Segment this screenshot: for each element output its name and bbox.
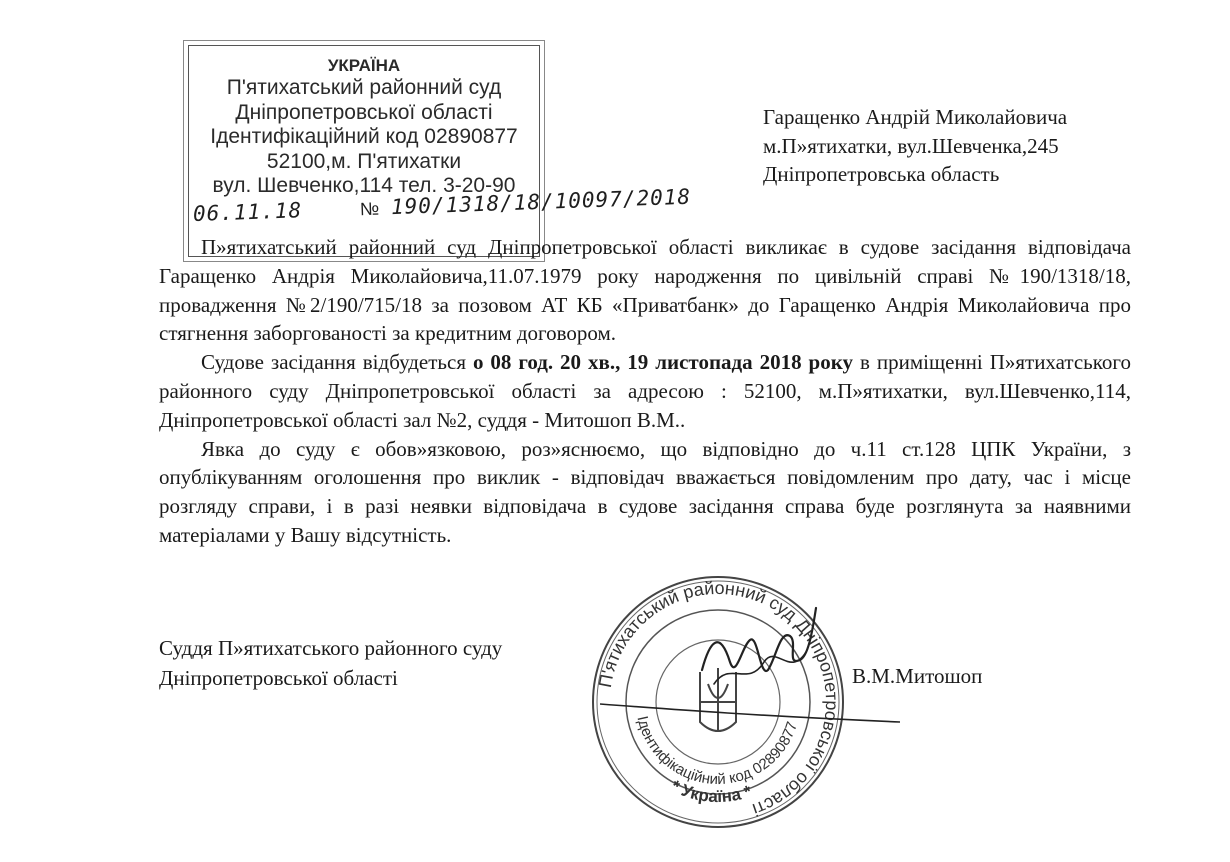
- signature-stroke-line: [600, 700, 900, 730]
- judge-title-line-2: Дніпропетровської області: [159, 666, 398, 690]
- judge-title-line-1: Суддя П»ятихатського районного суду: [159, 636, 503, 660]
- summons-paragraph-3: Явка до суду є обов»язковою, роз»яснюємо, що відповідно до ч.11 ст.128 ЦПК України, з опублікуванням оголошення про виклик - відповідач вважається повідомленим про дату, час і місце розгляду справи, і в разі неявки відповідача в судове засідання справа буде розглянута за наявними матеріалами у Вашу відсутність.: [159, 436, 1131, 547]
- seal-outer-text: П'ятихатський районний суд Дніпропетровської області: [594, 577, 843, 820]
- summons-body: [159, 233, 1131, 550]
- seal-bottom-text: * Україна *: [668, 776, 754, 807]
- stamp-handwritten-date: 06.11.18: [192, 198, 303, 227]
- judge-signature: [690, 600, 820, 710]
- stamp-line-postal: 52100,м. П'ятихатки: [266, 149, 462, 173]
- judge-name: В.М.Митошоп: [852, 664, 983, 688]
- addressee-block: [763, 103, 1223, 189]
- stamp-line-country: УКРАЇНА: [327, 56, 401, 75]
- hearing-text-before: Судове засідання відбудеться: [201, 350, 473, 375]
- hearing-datetime: о 08 год. 20 хв., 19 листопада 2018 року: [472, 350, 854, 375]
- addressee-address: м.П»ятихатки, вул.Шевченка,245: [763, 133, 1059, 158]
- judge-title: [159, 633, 502, 693]
- stamp-line-street: вул. Шевченко,114 тел. 3-20-90: [212, 174, 516, 197]
- stamp-number-label: №: [359, 198, 380, 220]
- court-stamp: [188, 45, 692, 257]
- stamp-line-region: Дніпропетровської області: [235, 100, 493, 124]
- hearing-text-after: в приміщенні П»ятихатського районного суду Дніпропетровської області за адресою : 52100, м.П»ятихатки, вул.Шевченко,114, Дніпропетровської області зал №2, суддя - Митошоп В.М..: [159, 350, 1131, 432]
- seal-inner-text: Ідентифікаційний код 02890877: [633, 714, 801, 789]
- stamp-line-code: Ідентифікаційний код 02890877: [210, 125, 518, 148]
- summons-paragraph-1: П»ятихатський районний суд Дніпропетровської області викликає в судове засідання відповідача Гаращенко Андрія Миколайовича,11.07.1979 року народження по цивільній справі №190/1318/18, провадження №2/190/715/18 за позовом АТ КБ «Приватбанк» до Гаращенко Андрія Миколайовича про стягнення заборгованості за кредитним договором.: [159, 235, 1131, 346]
- summons-paragraph-2: [159, 348, 1131, 434]
- stamp-handwritten-number: 190/1318/18/10097/2018: [390, 184, 692, 220]
- addressee-name: Гаращенко Андрій Миколайовича: [763, 105, 1068, 129]
- addressee-region: Дніпропетровська область: [763, 162, 1000, 186]
- stamp-line-court: П'ятихатський районний суд: [226, 76, 502, 99]
